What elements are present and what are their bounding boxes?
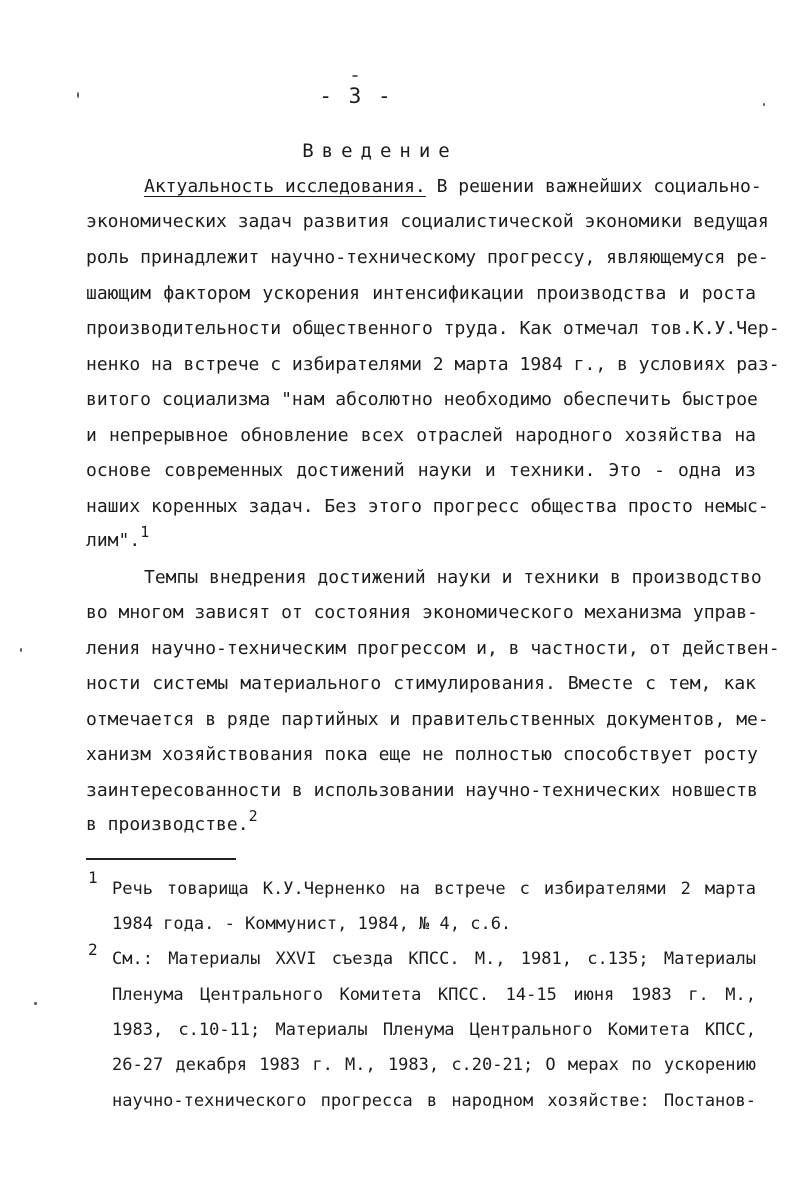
paragraph-line (144, 174, 762, 200)
paragraph-line: витого социализма "нам абсолютно необходимо обеспечить быстрое (86, 389, 758, 410)
paragraph-line: ненко на встрече с избирателями 2 марта 1984 г., в условиях раз- (86, 354, 780, 375)
paragraph-line: основе современных достижений науки и техники. Это - одна из (86, 460, 756, 481)
footnote-line: Пленума Центрального Комитета КПСС. 14-15 июня 1983 г. М., (112, 985, 756, 1005)
paragraph-line: роль принадлежит научно-техническому прогрессу, являющемуся ре- (86, 247, 769, 268)
paragraph-line: наших коренных задач. Без этого прогресс общества просто немыс- (86, 496, 769, 517)
paragraph-text: В решении важнейших социально- (425, 176, 762, 197)
section-lead: Актуальность исследования. (144, 176, 426, 197)
paragraph-line (86, 523, 756, 554)
footnote-line: См.: Материалы XXVI съезда КПСС. М., 1981, с.135; Материалы (112, 949, 756, 969)
paragraph-line: и непрерывное обновление всех отраслей народного хозяйства на (86, 425, 756, 446)
paragraph-line: экономических задач развития социалистической экономики ведущая (86, 211, 769, 232)
scan-speck (34, 1002, 37, 1005)
paragraph-line: производительности общественного труда. Как отмечал тов.К.У.Чер- (86, 318, 780, 339)
paragraph-line: ности системы материального стимулирования. Вместе с тем, как (86, 673, 756, 694)
paragraph-text: в производстве. (86, 814, 249, 835)
footnote-line: 1984 года. - Коммунист, 1984, № 4, с.6. (112, 914, 512, 934)
paragraph-line: Темпы внедрения достижений науки и техники в производство (144, 567, 762, 588)
footnote-mark: 2 (88, 940, 98, 959)
footnote-mark: 1 (88, 868, 98, 887)
footnote-ref: 1 (140, 523, 150, 541)
paragraph-line: отмечается в ряде партийных и правительственных документов, ме- (86, 709, 769, 730)
footnote-line: научно-технического прогресса в народном хозяйстве: Постанов- (112, 1091, 756, 1111)
scan-speck (77, 92, 79, 98)
footnote-divider (86, 858, 236, 860)
paragraph-line: шающим фактором ускорения интенсификации производства и роста (86, 283, 756, 304)
footnote-line: 1983, с.10-11; Материалы Пленума Центрального Комитета КПСС, (112, 1020, 756, 1040)
footnote-line: Речь товарища К.У.Черненко на встрече с избирателями 2 марта (112, 879, 756, 899)
scan-speck (763, 103, 765, 106)
scan-speck (20, 648, 22, 652)
paragraph-line: ханизм хозяйствования пока еще не полностью способствует росту (86, 744, 758, 765)
paragraph-line: во многом зависят от состояния экономического механизма управ- (86, 602, 758, 623)
scan-speck (352, 75, 358, 77)
footnote-ref: 2 (248, 807, 258, 825)
paragraph-line: заинтересованности в использовании научно-технических новшеств (86, 780, 758, 801)
paragraph-line (86, 807, 756, 838)
paragraph-text: лим". (86, 530, 141, 551)
page-number: - 3 - (319, 84, 393, 108)
footnote-line: 26-27 декабря 1983 г. М., 1983, с.20-21; О мерах по ускорению (112, 1055, 756, 1075)
paragraph-line: ления научно-техническим прогрессом и, в частности, от действен- (86, 638, 780, 659)
page-title: Введение (302, 140, 458, 162)
